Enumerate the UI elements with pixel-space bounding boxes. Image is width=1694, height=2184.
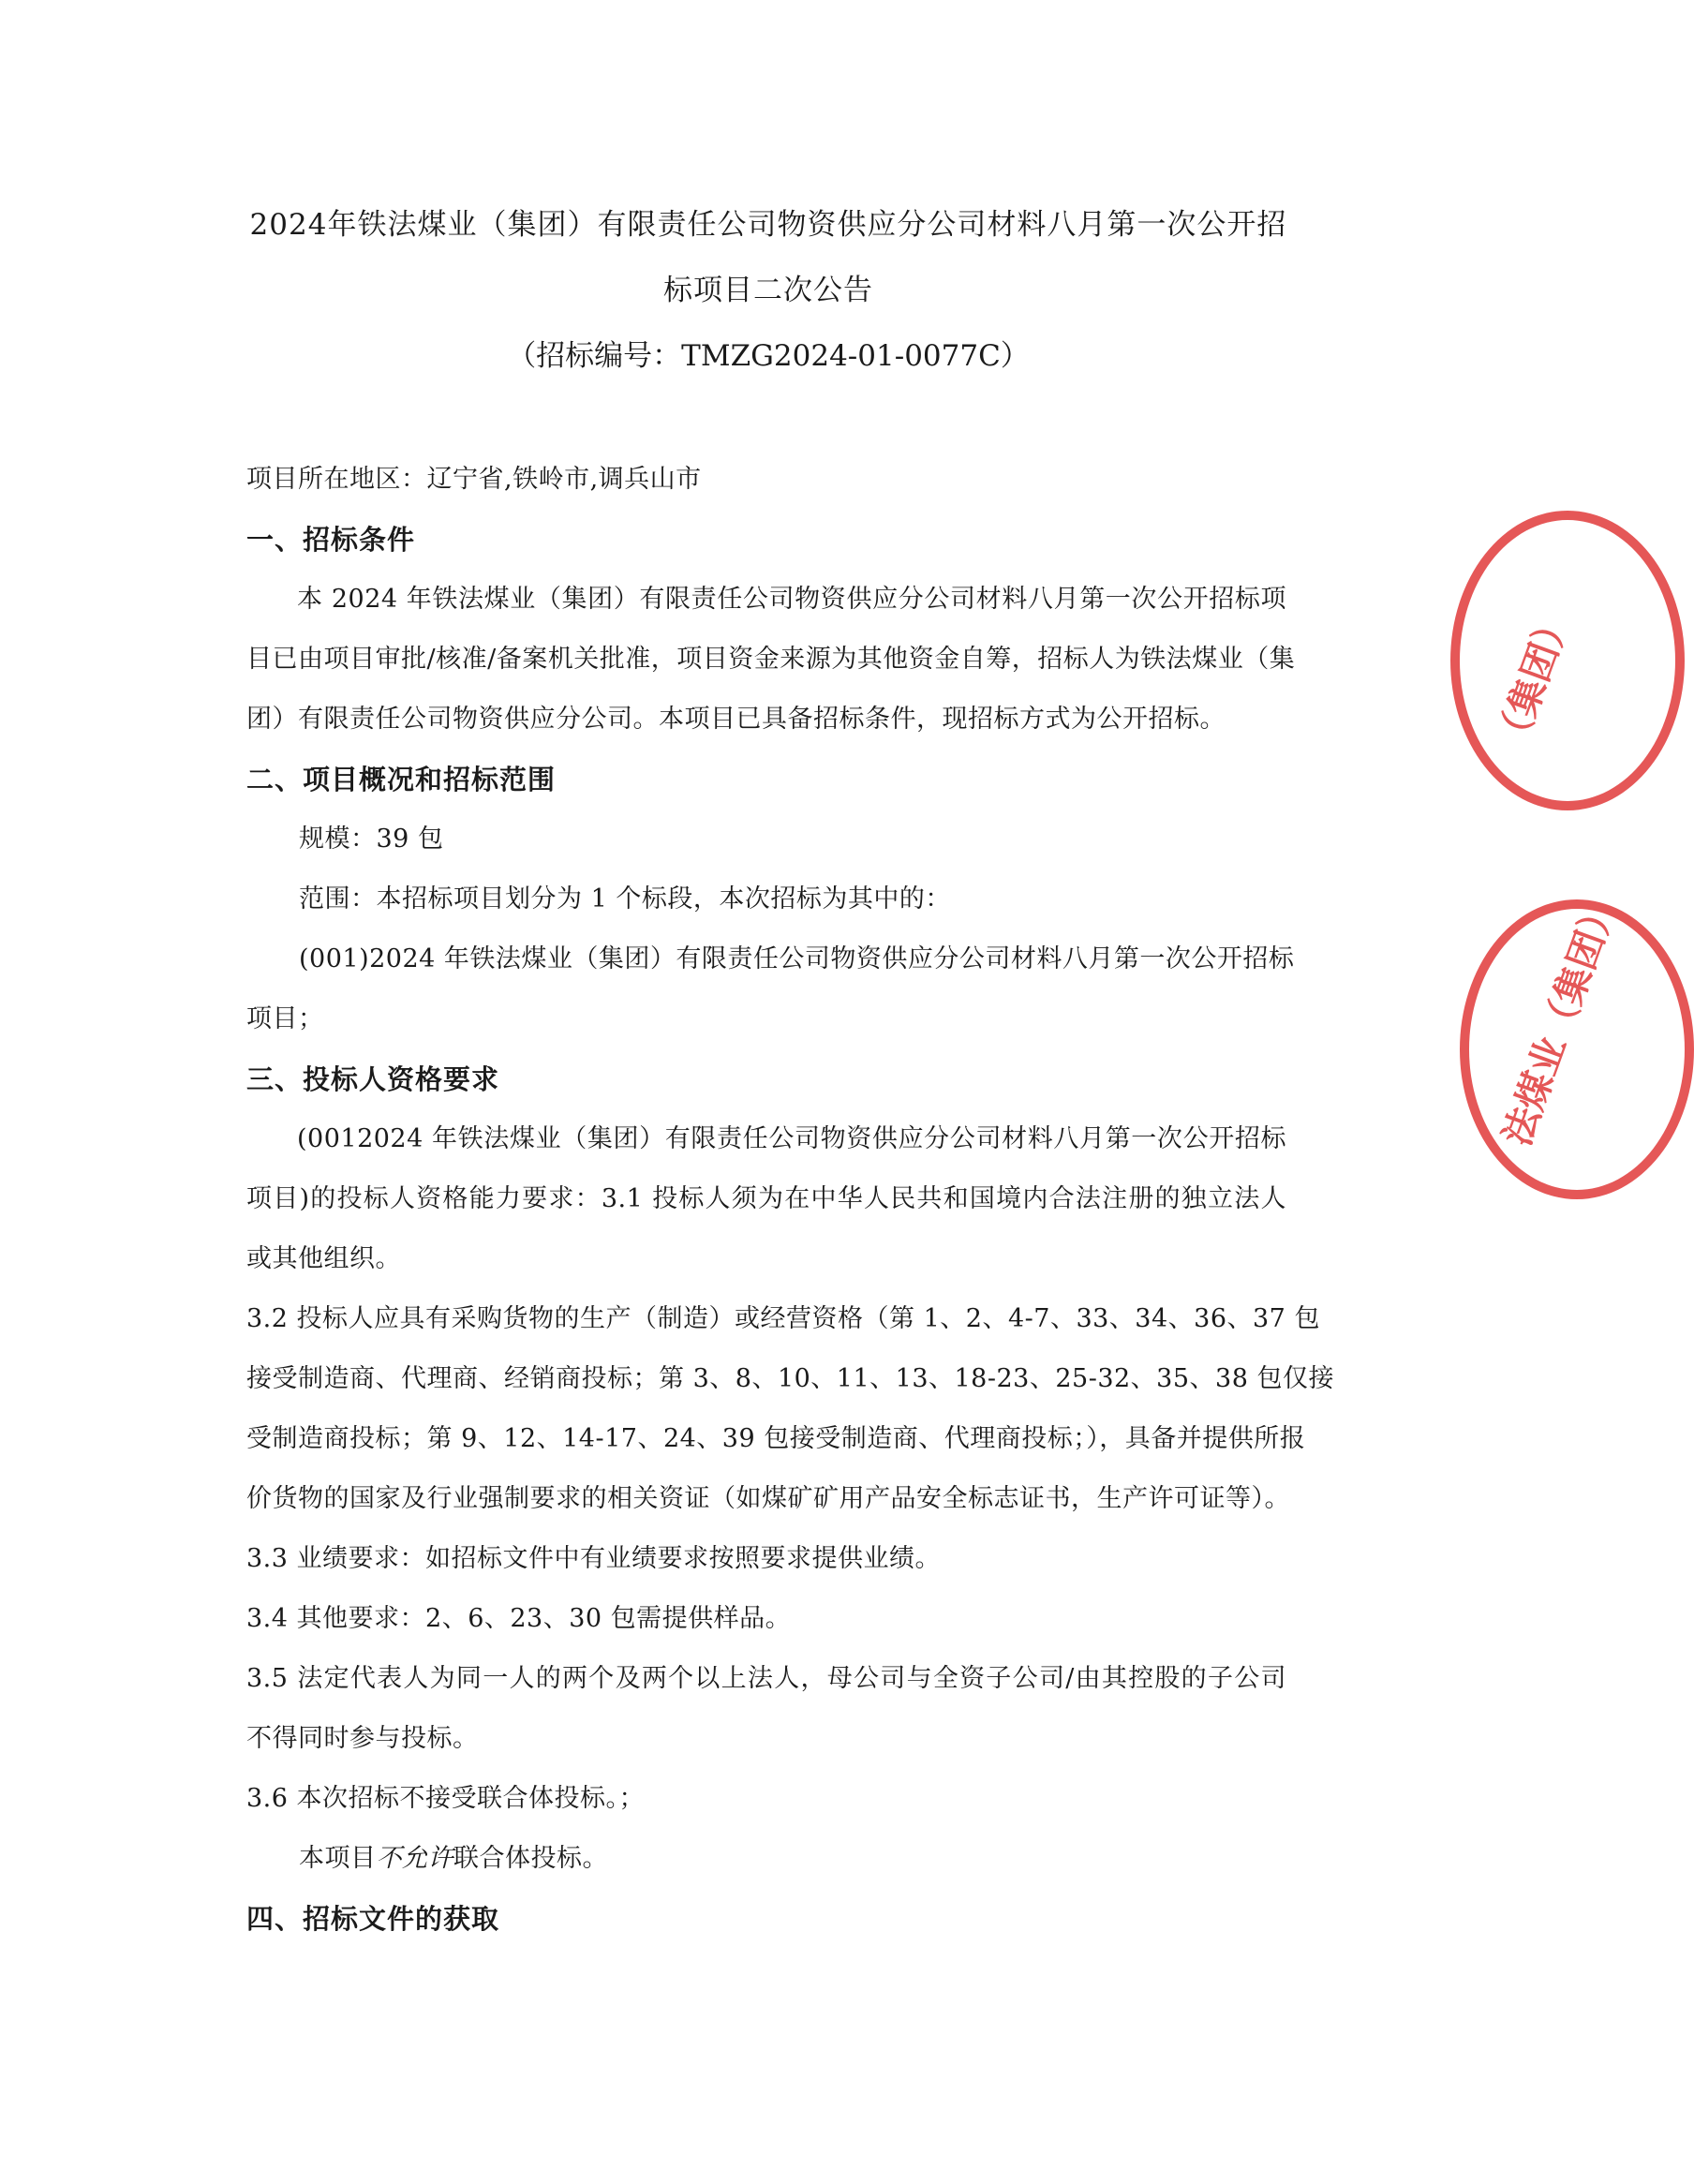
section-3-line-11: 不得同时参与投标。 bbox=[246, 1724, 479, 1753]
lot-item-line-2: 项目； bbox=[246, 1004, 324, 1033]
section-3-line-3: 或其他组织。 bbox=[246, 1244, 401, 1273]
consortium-statement bbox=[246, 1829, 1286, 1889]
title-line-1: 2024年铁法煤业（集团）有限责任公司物资供应分公司材料八月第一次公开招 bbox=[249, 208, 1287, 242]
document-body bbox=[246, 450, 1334, 1949]
consortium-suffix: 联合体投标。 bbox=[453, 1844, 608, 1873]
lot-item-line-1: (001)2024 年铁法煤业（集团）有限责任公司物资供应分公司材料八月第一次公开招标 bbox=[299, 944, 1295, 973]
section-3-heading: 三、投标人资格要求 bbox=[246, 1063, 500, 1095]
consortium-prefix: 本项目 bbox=[299, 1844, 377, 1873]
section-3-line-7: 价货物的国家及行业强制要求的相关资证（如煤矿矿用产品安全标志证书，生产许可证等）。 bbox=[246, 1484, 1290, 1513]
red-seal-stamp-upper bbox=[1450, 511, 1685, 810]
section-1-line-1: 本 2024 年铁法煤业（集团）有限责任公司物资供应分公司材料八月第一次公开招标项 bbox=[297, 585, 1286, 614]
section-1-heading: 一、招标条件 bbox=[246, 524, 416, 556]
section-1-line-3: 团）有限责任公司物资供应分公司。本项目已具备招标条件，现招标方式为公开招标。 bbox=[246, 705, 1226, 734]
project-scale: 规模：39 包 bbox=[299, 825, 444, 854]
section-3-line-6: 受制造商投标；第 9、12、14-17、24、39 包接受制造商、代理商投标；），具备并提供所报 bbox=[246, 1424, 1306, 1453]
project-location: 项目所在地区：辽宁省,铁岭市,调兵山市 bbox=[246, 465, 702, 494]
seal-text-lower: 法煤业（集团） bbox=[1495, 889, 1627, 1151]
section-3-line-12: 3.6 本次招标不接受联合体投标。； bbox=[246, 1784, 646, 1813]
title-line-2: 标项目二次公告 bbox=[663, 274, 873, 307]
document-title bbox=[187, 192, 1349, 389]
section-1-line-2: 目已由项目审批/核准/备案机关批准，项目资金来源为其他资金自筹，招标人为铁法煤业（集 bbox=[246, 645, 1296, 674]
section-2-heading: 二、项目概况和招标范围 bbox=[246, 764, 557, 795]
section-3-line-1: (0012024 年铁法煤业（集团）有限责任公司物资供应分公司材料八月第一次公开招标 bbox=[297, 1124, 1286, 1153]
section-3-line-2: 项目)的投标人资格能力要求：3.1 投标人须为在中华人民共和国境内合法注册的独立法人 bbox=[246, 1184, 1286, 1213]
section-3-line-5: 接受制造商、代理商、经销商投标；第 3、8、10、11、13、18-23、25-32、35、38 包仅接 bbox=[246, 1364, 1334, 1393]
section-3-line-8: 3.3 业绩要求：如招标文件中有业绩要求按照要求提供业绩。 bbox=[246, 1544, 942, 1573]
project-scope: 范围：本招标项目划分为 1 个标段，本次招标为其中的： bbox=[299, 884, 951, 914]
consortium-emphasis: 不允许 bbox=[376, 1844, 453, 1873]
section-3-line-9: 3.4 其他要求：2、6、23、30 包需提供样品。 bbox=[246, 1604, 792, 1633]
section-4-heading: 四、招标文件的获取 bbox=[246, 1903, 500, 1935]
section-3-line-4: 3.2 投标人应具有采购货物的生产（制造）或经营资格（第 1、2、4-7、33、34、36、37 包 bbox=[246, 1304, 1320, 1333]
seal-text-upper: （集团） bbox=[1488, 602, 1581, 758]
tender-code: （招标编号：TMZG2024-01-0077C） bbox=[507, 339, 1030, 373]
section-3-line-10: 3.5 法定代表人为同一人的两个及两个以上法人，母公司与全资子公司/由其控股的子公司 bbox=[246, 1664, 1286, 1693]
